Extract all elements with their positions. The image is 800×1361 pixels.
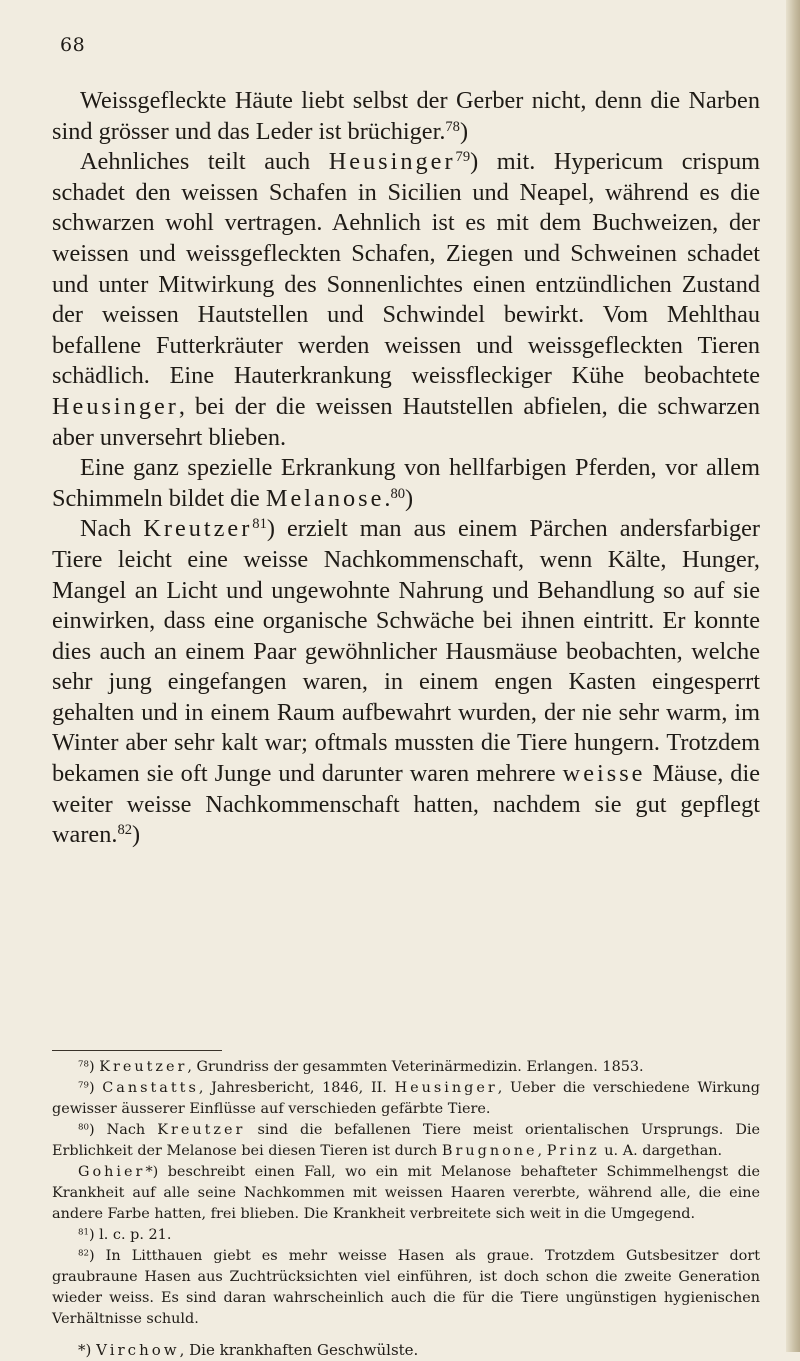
footnote-ref-80: 80 xyxy=(390,485,406,502)
footnote-78: $^{78}$) Kreutzer, Grundriss der gesammten Veterinärmedizin. Erlangen. 1853. xyxy=(78,1059,644,1075)
footnote-79: $^{79}$) Canstatts, Jahresbericht, 1846, II. Heusinger, Ueber die verschiedene Wirkung gewisser äusserer Einflüsse auf verschieden gefärbte Tiere. xyxy=(52,1080,760,1117)
footnote-separator xyxy=(52,1050,222,1051)
author-name: Kreutzer xyxy=(143,515,253,543)
emphasis-weisse: weisse xyxy=(562,760,646,788)
footnote-ref-82: 82 xyxy=(117,822,133,839)
paragraph-1: Weissgefleckte Häute liebt selbst der Gerber nicht, denn die Narben sind grösser und das Leder ist brüchiger.$^{78}$) xyxy=(52,87,760,145)
author-name: Heusinger xyxy=(328,148,456,176)
footnote-ref-79: 79 xyxy=(455,149,471,166)
page-edge-shadow xyxy=(786,0,800,1352)
footnote-80-continued: Gohier*) beschreibt einen Fall, wo ein mit Melanose behafteter Schimmelhengst die Krankheit auf alle seine Nachkommen mit weissen Haaren vererbte, während alle, die eine andere Farbe hatten, frei blieben. Die Krankheit verbreitete sich weit in die Umgegend. xyxy=(52,1164,760,1222)
footnote-81: $^{81}$) l. c. p. 21. xyxy=(78,1227,172,1243)
footnote-ref-81: 81 xyxy=(252,516,267,533)
main-text xyxy=(52,86,760,851)
footnote-80: $^{80}$) Nach Kreutzer sind die befallenen Tiere meist orientalischen Ursprungs. Die Erblichkeit der Melanose bei diesen Tieren ist durch Brugnone, Prinz u. A. dargethan. xyxy=(52,1122,760,1159)
footnote-82: $^{82}$) In Litthauen giebt es mehr weisse Hasen als graue. Trotzdem Gutsbesitzer dort graubraune Hasen aus Zuchtrücksichten viel einführen, ist doch schon die zweite Generation wieder weiss. Es sind daran wahrscheinlich auch die für die Tiere ungünstigen hygienischen Verhältnisse schuld. xyxy=(52,1248,760,1327)
footnote-star: *) Virchow, Die krankhaften Geschwülste. xyxy=(78,1341,419,1359)
author-name: Heusinger xyxy=(52,392,179,420)
footnote-ref-78: 78 xyxy=(445,118,460,135)
paragraph-2: Aehnliches teilt auch Heusinger$^{79}$) mit. Hypericum crispum schadet den weissen Schafen in Sicilien und Neapel, während es die schwarzen wohl vertragen. Aehnlich ist es mit dem Buchweizen, der weissen und weissgefleckten Schafen, Ziegen und Schweinen schadet und unter Mitwirkung des Sonnenlichtes einen entzündlichen Zustand der weissen Hautstellen und Schwindel bewirkt. Vom Mehlthau befallene Futterkräuter werden weissen und weissgefleckten Tieren schädlich. Eine Hauterkrankung weissfleckiger Kühe beobachtete Heusinger, bei der die weissen Hautstellen abfielen, die schwarzen aber unversehrt blieben. xyxy=(52,148,760,451)
paragraph-3: Eine ganz spezielle Erkrankung von hellfarbigen Pferden, vor allem Schimmeln bildet die Melanose.$^{80}$) xyxy=(52,454,760,512)
paragraph-4: Nach Kreutzer$^{81}$) erzielt man aus einem Pärchen andersfarbiger Tiere leicht eine weisse Nachkommenschaft, wenn Kälte, Hunger, Mangel an Licht und ungewohnte Nahrung und Behandlung so auf sie einwirken, dass eine organische Schwäche bei ihnen eintritt. Er konnte dies auch an einem Paar gewöhnlicher Hausmäuse beobachten, welche sehr jung eingefangen waren, in einem engen Kasten eingesperrt gehalten und in einem Raum aufbewahrt wurden, der nie sehr warm, im Winter aber sehr kalt war; oftmals mussten die Tiere hungern. Trotzdem bekamen sie oft Junge und darunter waren mehrere weisse Mäuse, die weiter weisse Nachkommenschaft hatten, nachdem sie gut gepflegt waren.$^{82}$) xyxy=(52,515,761,849)
term-melanose: Melanose xyxy=(265,484,385,512)
footnotes xyxy=(52,1057,760,1361)
page-number: 68 xyxy=(60,34,86,56)
